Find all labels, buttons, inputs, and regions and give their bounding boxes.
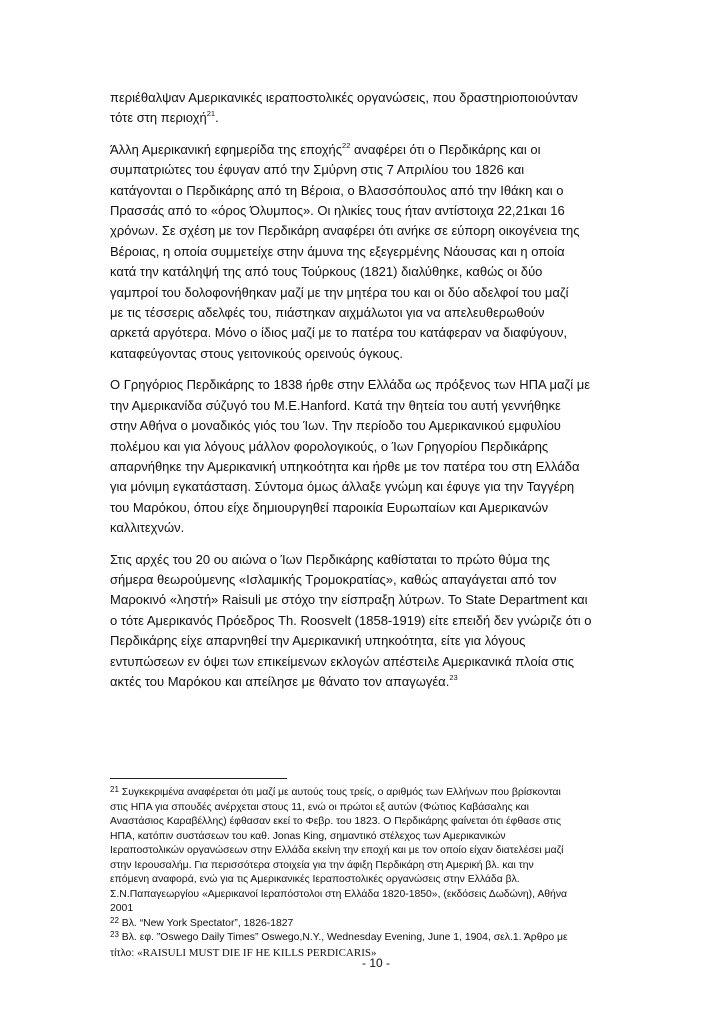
text-span: αναφέρει ότι ο Περδικάρης και οι [350,141,541,157]
paragraph-1 [110,88,626,129]
paragraph-2 [110,140,626,364]
text-line: 2001 [110,903,134,914]
text-line: στην Ιερουσαλήμ. Για περισσότερα στοιχεία για την άφιξη Περδικάρη στη Αμερική βλ. και την [110,859,534,871]
text-line: γαμπροί του δολοφονήθηκαν μαζί με την μητέρα του και οι δύο αδελφοί του μαζί [110,284,569,300]
text-span: Βλ. “New York Spectator”, 1826-1827 [118,917,294,929]
text-span: . [215,110,219,126]
text-line: Πρασσάς από το «όρος Όλυμπος». Οι ηλικίες τους ήταν αντίστοιχα 22,21και 16 [110,203,565,219]
text-line: επόμενη αναφορά, ενώ για τις Αμερικανικές Ιεραποστολικές οργανώσεις στην Ελλάδα βλ. [110,874,520,885]
text-line: του Μαρόκου, όπου είχε δημιουργηθεί παροικία Ευρωπαίων και Αμερικανών [110,499,549,515]
footnote-number: 23 [110,930,119,939]
text-line: Ιεραποστολικών οργανώσεων στην Ελλάδα εκείνη την εποχή και με τον οποίο είχαν διατελέσει μαζί [110,845,564,856]
footnote-ref-23[interactable]: 23 [449,672,458,682]
text-line: καλλιτεχνών. [110,520,185,536]
text-line [110,108,626,128]
footnote-21 [110,786,626,917]
text-line [110,931,626,946]
paragraph-4 [110,550,626,693]
footnote-separator [110,778,287,779]
text-line: Περδικάρης είχε απαρνηθεί την Αμερικανική υπηκοότητα, είτε για λόγους [110,633,526,649]
text-line: εντυπώσεων εν όψει των επικείμενων εκλογών απέστειλε Αμερικανικά πλοία στις [110,653,575,669]
text-line: συμπατριώτες του έφυγαν από την Σμύρνη στις 7 Απριλίου του 1826 και [110,162,525,178]
text-line: στην Αθήνα ο μοναδικός γιός του Ίων. Την περίοδο του Αμερικανικού εμφυλίου [110,418,561,434]
text-span: Βλ. εφ. ”Oswego Daily Times” Oswego,N.Y., Wednesday Evening, June 1, 1904, σελ.1. Άρθρο με [118,932,568,943]
paragraph-3 [110,375,626,538]
text-line [110,140,626,160]
footnote-22 [110,917,626,932]
text-line: με τις τέσσερις αδελφές του, πιάστηκαν αιχμάλωτοι για να απελευθερωθούν [110,305,545,321]
text-line [110,672,626,692]
text-line: στις ΗΠΑ για σπουδές ανέρχεται στους 11, ενώ οι πρώτοι εξ αυτών (Φώτιος Καβάσαλης και [110,801,529,813]
text-line: Αναστάσιος Καραβέλλης) έφθασαν εκεί το Φεβρ. του 1823. Ο Περδικάρης φαίνεται ότι έφθασε στις [110,816,561,827]
text-line: πολέμου και για λόγους μάλλον φορολογικούς, ο Ίων Γρηγορίου Περδικάρης [110,438,549,454]
text-line: κατά την κατάληψή της από τους Τούρκους (1821) διαλύθηκε, καθώς οι δύο [110,264,543,280]
footnote-ref-22[interactable]: 22 [342,140,351,150]
text-line: ΗΠΑ, κατόπιν συστάσεων του καθ. Jonas King, σημαντικό στέλεχος των Αμερικανικών [110,830,506,842]
footnote-number: 21 [110,785,119,794]
text-line: περιέθαλψαν Αμερικανικές ιεραποστολικές οργανώσεις, που δραστηριοποιούνταν [110,90,578,105]
text-line: την Αμερικανίδα σύζυγό του M.E.Hanford. Κατά την θητεία του αυτή γεννήθηκε [110,397,561,413]
text-line: κατάγονται ο Περδικάρης από τη Βέροια, ο Βλασσόπουλος από την Ιθάκη και ο [110,182,564,198]
footnote-ref-21[interactable]: 21 [206,109,216,119]
text-line [110,786,626,801]
text-line: χρόνων. Σε σχέση με τον Περδικάρη αναφέρει ότι ανήκε σε εύπορη οικογένεια της [110,223,580,239]
text-line: σήμερα θεωρούμενης «Ισλαμικής Τρομοκρατίας», καθώς απαγάγεται από τον [110,571,557,587]
footnote-number: 22 [110,915,119,925]
text-line [110,917,626,932]
text-span: τίτλο: [110,947,138,959]
article-title: «RAISULI MUST DIE IF HE KILLS PERDICARIS» [137,946,377,959]
text-line: απαρνήθηκε την Αμερικανική υπηκοότητα και ήρθε με τον πατέρα του στη Ελλάδα [110,458,580,474]
text-line: Βέροιας, η οποία συμμετείχε στην άμυνα της εξεγερμένης Νάουσας και η οποία [110,243,565,259]
text-line: αρκετά αργότερα. Μόνο ο ίδιος μαζί με το πατέρα του κατάφεραν να διαφύγουν, [110,325,568,341]
text-line: ο τότε Αμερικανός Πρόεδρος Th. Roosvelt (1858-1919) είτε επειδή δεν γνώριζε ότι ο [110,612,592,628]
text-span: Άλλη Αμερικανική εφημερίδα της εποχής [110,141,343,157]
text-line: Σ.Ν.Παπαγεωργίου «Αμερικανοί Ιεραπόστολοι στη Ελλάδα 1820-1850», (εκδόσεις Δωδώνη), Αθήνα [110,888,568,900]
page-number: - 10 - [361,956,390,970]
body-text [110,88,626,703]
text-line: Μαροκινό «ληστή» Raisuli με στόχο την είσπραξη λύτρων. Το State Department και [110,592,588,608]
text-span: ακτές του Μαρόκου και απείλησε με θάνατο τον απαγωγέα. [110,673,450,689]
footnotes [110,786,626,961]
text-line: Ο Γρηγόριος Περδικάρης το 1838 ήρθε στην Ελλάδα ως πρόξενος των ΗΠΑ μαζί με [110,377,591,393]
text-line: για μόνιμη εγκατάσταση. Σύντομα όμως άλλαξε γνώμη και έφυγε για την Ταγγέρη [110,479,575,495]
text-line: Στις αρχές του 20 ου αιώνα ο Ίων Περδικάρης καθίσταται το πρώτο θύμα της [110,551,550,567]
text-span: τότε στη περιοχή [110,110,207,126]
text-span: Συγκεκριμένα αναφέρεται ότι μαζί με αυτούς τους τρείς, ο αριθμός των Ελλήνων που βρίσκονται [118,787,561,798]
text-line: καταφεύγοντας στους γειτονικούς ορεινούς όγκους. [110,345,404,361]
